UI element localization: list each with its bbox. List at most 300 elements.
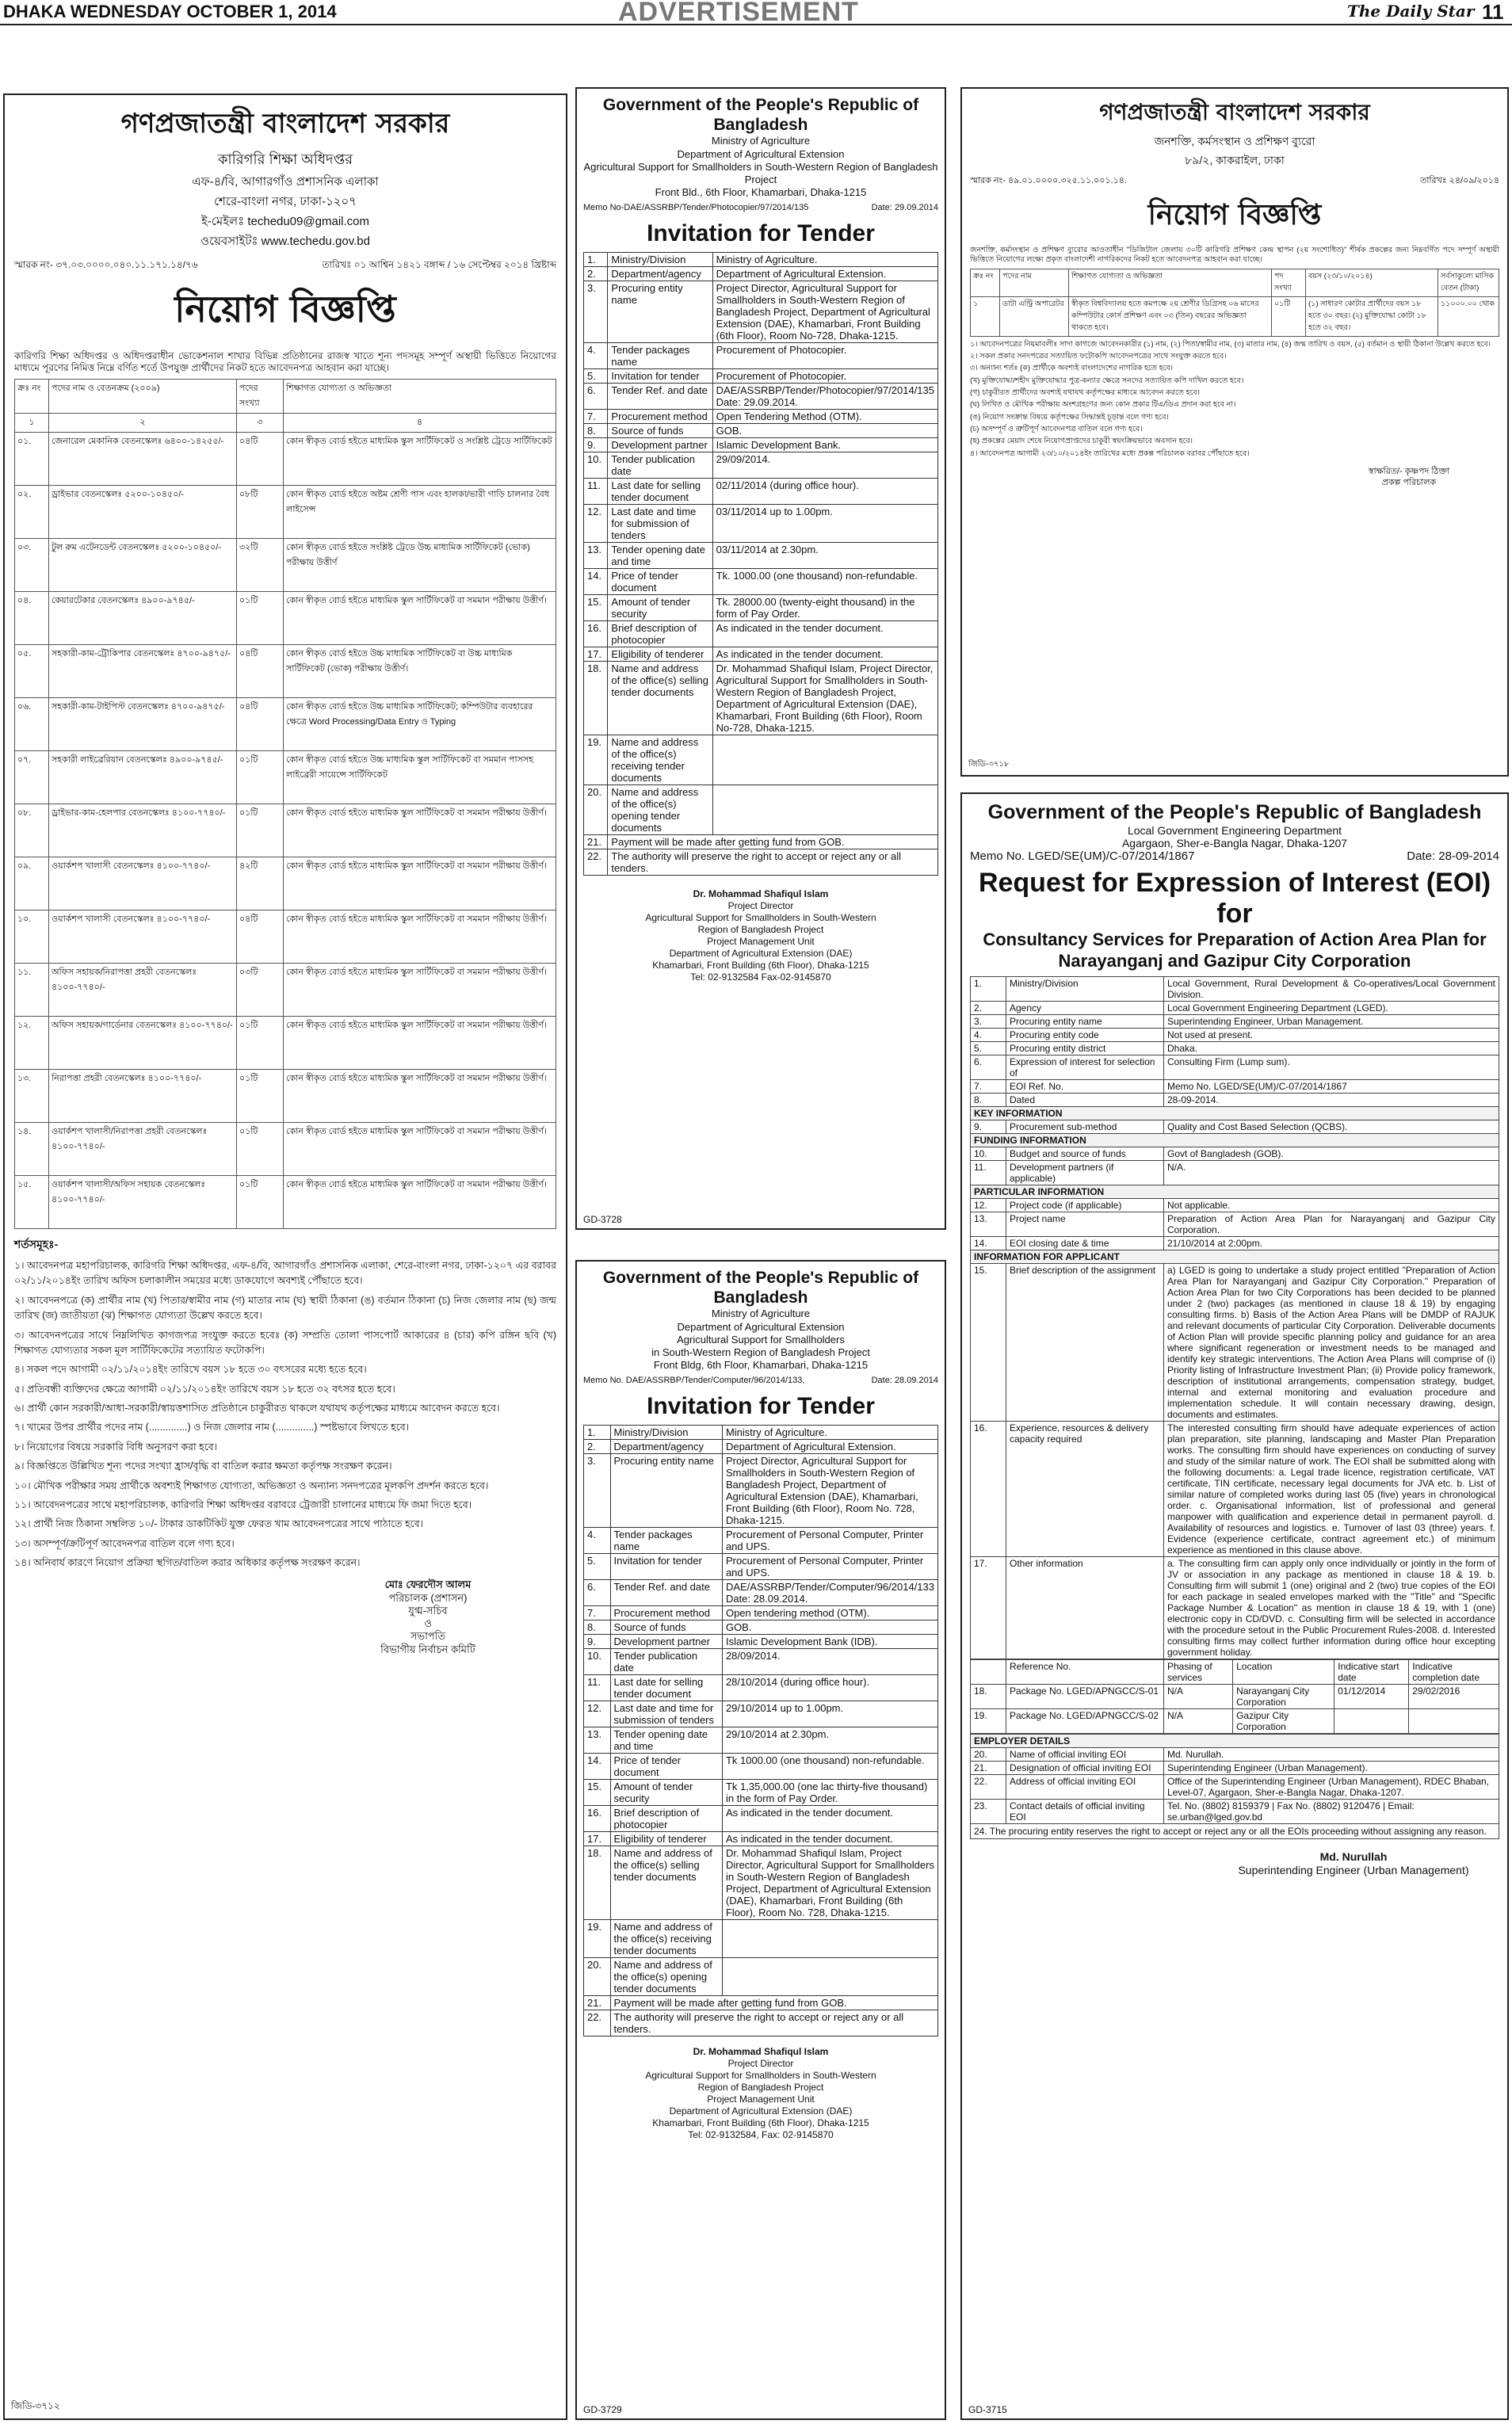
ad1-header bbox=[14, 103, 556, 252]
row-number: 5. bbox=[584, 368, 608, 383]
term-item: ৫। প্রতিবন্ধী ব্যক্তিদের ক্ষেত্রে আগামী ০২/১১/২০১৪ইং তারিখে বয়স ১৮ হতে ৩২ বৎসর হতে হবে। bbox=[14, 1383, 395, 1395]
ad3-sign-line: Project Management Unit bbox=[707, 2093, 815, 2105]
row-value: Dr. Mohammad Shafiqul Islam, Project Director, Agricultural Support for Smallholders in South-Western Region of Bangladesh Project, Department of Agricultural Extension (DAE), Khamarbari, Front Building (6th Floor), Room No. 728, Dhaka-1215. bbox=[722, 1846, 937, 1919]
ad1-sign-line: সভাপতি bbox=[410, 1630, 446, 1643]
row-label: Ministry/Division bbox=[608, 252, 712, 266]
package-cell: 29/02/2016 bbox=[1409, 1684, 1499, 1708]
section-title: FUNDING INFORMATION bbox=[971, 1133, 1499, 1147]
ad-tender-photocopier bbox=[575, 87, 946, 1230]
ad3-sign-line: Tel: 02-9132584, Fax: 02-9145870 bbox=[688, 2128, 834, 2140]
table-cell: কেয়ারটেকার বেতনস্কেলঃ ৪৯০০-৯৭৪৫/- bbox=[49, 592, 237, 645]
row-number: 20. bbox=[971, 1747, 1006, 1761]
row-label: Procuring entity name bbox=[608, 281, 712, 342]
table-cell: ৩২টি bbox=[237, 539, 284, 592]
table-cell: ০১টি bbox=[237, 1123, 284, 1176]
row-number: 23. bbox=[971, 1799, 1006, 1823]
row-number: 18. bbox=[584, 1846, 611, 1919]
row-number: 12. bbox=[584, 504, 608, 542]
table-cell: সহকারী লাইব্রেরিয়ান বেতনস্কেলঃ ৪৯০০-৯৭৪৫/- bbox=[49, 751, 237, 804]
ad3-gov: Government of the People's Republic of Bangladesh bbox=[602, 1269, 919, 1307]
ad2-line: Department of Agricultural Extension bbox=[677, 147, 845, 160]
table-cell: ১১. bbox=[15, 964, 49, 1017]
row-label: Procuring entity name bbox=[610, 1453, 722, 1527]
table-cell: কোন স্বীকৃত বোর্ড হইতে মাধ্যমিক স্কুল সার্টিফিকেট বা সমমান পরীক্ষায় উত্তীর্ণ। bbox=[284, 1176, 556, 1229]
ad3-table bbox=[583, 1425, 938, 2037]
row-label: Name and address of the office(s) opening tender documents bbox=[608, 784, 712, 834]
ad1-sign-line: মোঃ ফেরদৌস আলম bbox=[384, 1578, 472, 1591]
row-label: Source of funds bbox=[608, 423, 712, 437]
row-label: Development partners (if applicable) bbox=[1006, 1160, 1164, 1185]
rule-item: (গ) চাকুরীরত প্রার্থীদের অবশ্যই যথাযথ কর্তৃপক্ষের মাধ্যমে আবেদন করতে হবে। bbox=[970, 388, 1201, 398]
ad4-rules bbox=[970, 340, 1499, 459]
row-number: 3. bbox=[971, 1014, 1006, 1028]
row-label: Expression of interest for selection of bbox=[1006, 1055, 1164, 1079]
ad1-colnum: ৩ bbox=[237, 414, 284, 433]
table-cell: সহকারী-কাম-টাইপিস্ট বেতনস্কেলঃ ৪৭০০-৯৪৭৫/- bbox=[49, 698, 237, 751]
table-row bbox=[584, 1553, 938, 1579]
package-cell bbox=[1409, 1708, 1499, 1733]
table-row bbox=[971, 1055, 1499, 1079]
ad3-date: Date: 28.09.2014 bbox=[871, 1375, 938, 1385]
rule-item: ৩। অন্যান্য শর্তঃ (ক) প্রার্থীকে অবশ্যই বাংলাদেশের নাগরিক হতে হবে। bbox=[970, 364, 1174, 373]
row-note: The authority will preserve the right to accept or reject any or all tenders. bbox=[608, 849, 938, 875]
row-value: As indicated in the tender document. bbox=[712, 620, 937, 647]
table-cell: অফিস সহায়ক/গার্ডেনার বেতনস্কেলঃ ৪১০০-৭৭৪০/- bbox=[49, 1017, 237, 1070]
ad4-code: জিডি-৩৭১৮ bbox=[968, 760, 1010, 769]
ad4-cell: ০১টি bbox=[1272, 296, 1306, 336]
row-number: 5. bbox=[971, 1041, 1006, 1055]
row-number: 12. bbox=[584, 1701, 611, 1727]
table-cell: ০১টি bbox=[237, 592, 284, 645]
ad1-title: নিয়োগ বিজ্ঞপ্তি bbox=[174, 288, 396, 330]
row-number: 6. bbox=[584, 383, 608, 409]
row-label: Name and address of the office(s) selling tender documents bbox=[610, 1846, 722, 1919]
table-row bbox=[15, 910, 556, 964]
row-number: 10. bbox=[971, 1147, 1006, 1160]
ad4-col: সর্বসাকুল্যে মাসিক বেতন (টাকা) bbox=[1438, 269, 1499, 296]
ad2-sign-line: Agricultural Support for Smallholders in South-Western bbox=[645, 911, 876, 923]
table-row bbox=[971, 1028, 1499, 1041]
row-label: Last date and time for submission of tenders bbox=[610, 1701, 722, 1727]
table-row bbox=[584, 735, 938, 784]
row-value: DAE/ASSRBP/Tender/Photocopier/97/2014/135 Date: 29.09.2014. bbox=[712, 383, 937, 409]
ad-recruitment-tech-edu bbox=[3, 94, 567, 2420]
ad1-col: শিক্ষাগত যোগ্যতা ও অভিজ্ঞতা bbox=[284, 380, 556, 414]
row-label: Department/agency bbox=[610, 1439, 722, 1453]
table-row bbox=[584, 1674, 938, 1701]
package-cell: Package No. LGED/APNGCC/S-01 bbox=[1006, 1684, 1164, 1708]
ad1-colnum: ১ bbox=[15, 414, 49, 433]
row-value: Superintending Engineer, Urban Management. bbox=[1164, 1014, 1499, 1028]
ad5-employer-table bbox=[970, 1734, 1499, 1824]
row-value: Dhaka. bbox=[1164, 1041, 1499, 1055]
row-value: Department of Agricultural Extension. bbox=[712, 266, 937, 281]
ad2-title: Invitation for Tender bbox=[647, 219, 875, 246]
row-value: GOB. bbox=[712, 423, 937, 437]
row-number: 22. bbox=[584, 2010, 611, 2036]
row-value: Islamic Development Bank. bbox=[712, 437, 937, 452]
ad5-table bbox=[970, 976, 1499, 1659]
term-item: ৪। সকল পদে আগামী ০২/১১/২০১৪ইং তারিখে বয়স ১৮ হতে ৩০ বৎসরের মধ্যে হতে হবে। bbox=[14, 1364, 367, 1376]
term-item: ১৪। অনিবার্য কারণে নিয়োগ প্রক্রিয়া স্থগিত/বাতিল করার অধিকার কর্তৃপক্ষ সংরক্ষণ করেন। bbox=[14, 1557, 361, 1568]
table-cell: ড্রাইভার-কাম-হেলপার বেতনস্কেলঃ ৪১০০-৭৭৪০/- bbox=[49, 804, 237, 857]
row-label: Last date for selling tender document bbox=[610, 1674, 722, 1701]
row-value: Open Tendering Method (OTM). bbox=[712, 409, 937, 423]
row-value: As indicated in the tender document. bbox=[712, 647, 937, 661]
ad2-sign-line: Tel: 02-9132584 Fax-02-9145870 bbox=[690, 971, 831, 983]
ad3-line: Agricultural Support for Smallholders bbox=[677, 1333, 845, 1346]
row-value: Procurement of Personal Computer, Printer and UPS. bbox=[722, 1527, 937, 1553]
table-row bbox=[15, 433, 556, 486]
table-row bbox=[584, 1995, 938, 2010]
row-label: Name and address of the office(s) receiving tender documents bbox=[610, 1919, 722, 1957]
row-label: Tender publication date bbox=[608, 452, 712, 478]
row-number: 11. bbox=[971, 1160, 1006, 1185]
section-row bbox=[971, 1133, 1499, 1147]
ad2-sign-line: Project Director bbox=[727, 899, 794, 911]
ad1-colnum: ২ bbox=[49, 414, 237, 433]
ad4-dept: জনশক্তি, কর্মসংস্থান ও প্রশিক্ষণ ব্যুরো bbox=[1154, 135, 1315, 147]
rule-item: ১। আবেদনপত্রের নিয়মাবলীঃ সাদা কাগজে আবেদনকারীর (১) নাম, (২) পিতা/স্বামীর নাম, (৩) মাতার নাম, (৪) জন্ম তারিখ ও বয়স, (৫) বর্তমান ও স্থায়ী ঠিকানা উল্লেখ করতে হবে। bbox=[970, 339, 1491, 349]
page-number: 11 bbox=[1482, 0, 1504, 24]
table-row bbox=[584, 1919, 938, 1957]
table-row bbox=[584, 478, 938, 504]
row-value: Open tendering method (OTM). bbox=[722, 1605, 937, 1620]
term-item: ৯। বিজ্ঞপ্তিতে উল্লিখিত শূন্য পদের সংখ্যা হ্রাস/বৃদ্ধি বা বাতিল করার ক্ষমতা কর্তৃপক্ষ সংরক্ষণ করেন। bbox=[14, 1460, 392, 1472]
row-note: Payment will be made after getting fund from GOB. bbox=[610, 1995, 937, 2010]
rule-item: ২। সকল প্রকার সনদপত্রের সত্যায়িত ফটোকপি আবেদনপত্রের সাথে সংযুক্ত করতে হবে। bbox=[970, 352, 1227, 361]
row-value: Procurement of Photocopier. bbox=[712, 368, 937, 383]
table-cell: ০৫. bbox=[15, 645, 49, 698]
table-row bbox=[971, 1014, 1499, 1028]
section-title: KEY INFORMATION bbox=[971, 1106, 1499, 1120]
package-cell: Gazipur City Corporation bbox=[1233, 1708, 1334, 1733]
ad4-gov: গণপ্রজাতন্ত্রী বাংলাদেশ সরকার bbox=[1099, 99, 1370, 125]
section-title: INFORMATION FOR APPLICANT bbox=[971, 1250, 1499, 1263]
table-cell: সহকারী-কাম-ট্রৌকিপার বেতনস্কেলঃ ৪৭০০-৯৪৭৫/- bbox=[49, 645, 237, 698]
row-number: 21. bbox=[584, 834, 608, 849]
table-row bbox=[584, 1727, 938, 1753]
ad3-code: GD-3729 bbox=[583, 2404, 622, 2415]
ad1-date: তারিখঃ ০১ আশ্বিন ১৪২১ বঙ্গাব্দ / ১৬ সেপ্টেম্বর ২০১৪ খ্রিষ্টাব্দ bbox=[322, 259, 556, 270]
table-cell: ০১টি bbox=[237, 1017, 284, 1070]
ad4-col: শিক্ষাগত যোগ্যতা ও অভিজ্ঞতা bbox=[1069, 269, 1272, 296]
ad4-header bbox=[970, 95, 1499, 170]
row-number: 1. bbox=[584, 1425, 611, 1439]
row-number: 8. bbox=[971, 1093, 1006, 1106]
ad5-sign-line: Md. Nurullah bbox=[1319, 1849, 1388, 1863]
table-row bbox=[971, 1147, 1499, 1160]
row-number: 13. bbox=[584, 1727, 611, 1753]
term-item: ১০। মৌখিক পরীক্ষার সময় প্রার্থীকে অবশ্যই শিক্ষাগত যোগ্যতা, অভিজ্ঞতা ও অন্যান্য সনদপত্রের মূলকপি প্রদর্শন করতে হবে। bbox=[14, 1479, 489, 1491]
table-cell: ০৩টি bbox=[237, 964, 284, 1017]
row-value: 29/09/2014. bbox=[712, 452, 937, 478]
row-number: 1. bbox=[971, 976, 1006, 1001]
table-cell: ১৫. bbox=[15, 1176, 49, 1229]
table-cell: কোন স্বীকৃত বোর্ড হইতে অষ্টম শ্রেণী পাস এবং হালকা/ভারী গাড়ি চালনার বৈধ লাইসেন্স bbox=[284, 486, 556, 539]
row-number: 9. bbox=[584, 437, 608, 452]
ad3-sign-line: Region of Bangladesh Project bbox=[697, 2081, 824, 2093]
table-row bbox=[971, 1001, 1499, 1014]
table-row bbox=[584, 1779, 938, 1805]
ad3-org bbox=[583, 1307, 938, 1372]
ad4-sign-line: স্বাক্ষরিত/- কৃষ্ণপদ ঠিক্তা bbox=[1368, 467, 1450, 477]
ad1-sign-line: বিভাগীয় নির্বাচন কমিটি bbox=[380, 1643, 475, 1655]
table-row bbox=[584, 1605, 938, 1620]
ad5-pkg-col: Indicative completion date bbox=[1409, 1659, 1499, 1684]
table-row bbox=[15, 1176, 556, 1229]
ad4-col: বয়স (২৩/১০/২০১৪) bbox=[1306, 269, 1438, 296]
row-value: Tk. 1000.00 (one thousand) non-refundable. bbox=[712, 568, 937, 594]
term-item: ২। আবেদনপত্রে (ক) প্রার্থীর নাম (খ) পিতার/স্বামীর নাম (গ) মাতার নাম (ঘ) স্থায়ী ঠিকানা (ঙ) বর্তমান ঠিকানা (চ) নিজ জেলার নাম (ছ) জন্ম তারিখ (জ) জাতীয়তা (ঝ) শিক্ষাগত যোগ্যতা উল্লেখ করতে হবে। bbox=[14, 1294, 556, 1322]
row-number: 14. bbox=[971, 1236, 1006, 1250]
ad5-title3: Consultancy Services for Preparation of Action Area Plan for Narayanganj and Gazipur City Corporation bbox=[983, 930, 1487, 971]
row-value: Office of the Superintending Engineer (Urban Management), RDEC Bhaban, Level-07, Agargaon, Sher-e-Bangla Nagar, Dhaka-1207. bbox=[1164, 1774, 1499, 1799]
term-item: ৭। খামের উপর প্রার্থীর পদের নাম (..............) ও নিজ জেলার নাম (..............) স্পষ্টভাবে লিখতে হবে। bbox=[14, 1422, 410, 1433]
table-cell: ওয়ার্কশপ খালাসী বেতনস্কেলঃ ৪১০০-৭৭৪০/- bbox=[49, 857, 237, 910]
row-value: a) LGED is going to undertake a study project entitled "Preparation of Action Area Plan for Narayanganj and Gazipur City Corporation." Preparation of Action Area Plan for two City Corporations has been decided to be planned under 2 (two) packages (as mentioned in clause 18 & 19) by engaging consulting firms. b) Basis of the Action Area Plans will be DMDP of RAJUK and relevant documents of particular City Corporation. Deliverable documents of Action Plan will provide specific planning policy and guidance for an area where significant regeneration or investment needs to be managed and identify key strategic interventions. The Action Area Plans will comprise of (i) Priority listing of Infrastructure Investment Plan; (ii) Provide policy framework, description of institutional arrangements, compensation strategy, budget, internal and external monitoring and evaluation procedure and implementation schedule. It will contain necessary drawing, design, documents and estimates. bbox=[1164, 1263, 1499, 1421]
row-label: Name of official inviting EOI bbox=[1006, 1747, 1164, 1761]
ad1-dept: কারিগরি শিক্ষা অধিদপ্তর bbox=[217, 151, 353, 167]
row-label: Project code (if applicable) bbox=[1006, 1198, 1164, 1212]
row-label: Last date and time for submission of tenders bbox=[608, 504, 712, 542]
package-cell: 01/12/2014 bbox=[1334, 1684, 1409, 1708]
table-row bbox=[15, 486, 556, 539]
row-value: Not applicable. bbox=[1164, 1198, 1499, 1212]
table-row bbox=[584, 2010, 938, 2036]
section-title: PARTICULAR INFORMATION bbox=[971, 1185, 1499, 1198]
row-label: Tender packages name bbox=[610, 1527, 722, 1553]
table-row bbox=[971, 1421, 1499, 1556]
row-label: Name and address of the office(s) selling tender documents bbox=[608, 661, 712, 735]
row-number: 13. bbox=[971, 1212, 1006, 1236]
ad4-memo: স্মারক নং- ৪৯.০১.০০০০.৩২৫.১১.০০১.১৪. bbox=[970, 176, 1127, 185]
row-label: EOI closing date & time bbox=[1006, 1236, 1164, 1250]
table-cell: কোন স্বীকৃত বোর্ড হইতে মাধ্যমিক স্কুল সার্টিফিকেট বা সমমান পরীক্ষায় উত্তীর্ণ। bbox=[284, 857, 556, 910]
ad2-line: Ministry of Agriculture bbox=[711, 135, 811, 147]
table-row bbox=[584, 1957, 938, 1995]
ad4-cell: ডাটা এন্ট্রি অপারেটর bbox=[1000, 296, 1069, 336]
row-number: 21. bbox=[584, 1995, 611, 2010]
ad2-table bbox=[583, 252, 938, 876]
rule-item: ৪। আবেদনপত্র আগামী ২৩/১০/২০১৪ইং তারিখের মধ্যে প্রকল্প পরিচালক বরাবর পৌঁছাতে হবে। bbox=[970, 449, 1250, 458]
ad3-title: Invitation for Tender bbox=[647, 1392, 875, 1419]
table-cell: ০৮. bbox=[15, 804, 49, 857]
table-cell: ১২. bbox=[15, 1017, 49, 1070]
ad5-pkg-col: Reference No. bbox=[1006, 1659, 1164, 1684]
row-label: Procurement method bbox=[610, 1605, 722, 1620]
row-value: Islamic Development Bank (IDB). bbox=[722, 1634, 937, 1648]
table-row bbox=[584, 1453, 938, 1527]
ad5-pkg-col: Phasing of services bbox=[1164, 1659, 1233, 1684]
table-row bbox=[584, 409, 938, 423]
ad3-sign-line: Department of Agricultural Extension (DAE) bbox=[669, 2105, 853, 2117]
row-number: 14. bbox=[584, 1753, 611, 1779]
ad1-addr2: শেরে-বাংলা নগর, ঢাকা-১২০৭ bbox=[213, 195, 357, 208]
table-cell: ০৭. bbox=[15, 751, 49, 804]
row-number: 6. bbox=[971, 1055, 1006, 1079]
row-value: GOB. bbox=[722, 1620, 937, 1634]
table-row bbox=[584, 1846, 938, 1919]
table-row bbox=[15, 645, 556, 698]
table-row bbox=[971, 1556, 1499, 1659]
table-cell: ওয়ার্কশপ খালাসী/নিরাপত্তা প্রহরী বেতনস্কেলঃ ৪১০০-৭৭৪০/- bbox=[49, 1123, 237, 1176]
ad1-code: জিডি-৩৭১২ bbox=[11, 2400, 60, 2411]
ad3-memo-row bbox=[583, 1376, 938, 1385]
row-label: Procuring entity district bbox=[1006, 1041, 1164, 1055]
term-item: ৬। প্রার্থী কোন সরকারী/আধা-সরকারী/স্বায়ত্তশাসিত প্রতিষ্ঠানে চাকুরীরত থাকলে যথাযথ কর্তৃপক্ষের মাধ্যমে আবেদন করতে হবে। bbox=[14, 1403, 500, 1414]
table-row bbox=[584, 834, 938, 849]
row-value: Tel. No. (8802) 8159379 | Fax No. (8802) 9120476 | Email: se.urban@lged.gov.bd bbox=[1164, 1799, 1499, 1823]
row-number: 20. bbox=[584, 1957, 611, 1995]
ad3-line: Department of Agricultural Extension bbox=[677, 1320, 845, 1333]
table-cell: ০৮টি bbox=[237, 486, 284, 539]
row-label: Name and address of the office(s) opening tender documents bbox=[610, 1957, 722, 1995]
row-label: Price of tender document bbox=[608, 568, 712, 594]
row-value: 03/11/2014 up to 1.00pm. bbox=[712, 504, 937, 542]
row-value: Superintending Engineer (Urban Management). bbox=[1164, 1761, 1499, 1774]
ad5-pkg-col: Indicative start date bbox=[1334, 1659, 1409, 1684]
row-number: 16. bbox=[971, 1421, 1006, 1556]
ad3-sign-line: Agricultural Support for Smallholders in South-Western bbox=[645, 2069, 876, 2081]
row-value: Project Director, Agricultural Support for Smallholders in South-Western Region of Bangladesh Project, Department of Agricultural Extension (DAE), Khamarbari, Front Building (6th Floor), Room No-728, Dhaka-1215. bbox=[712, 281, 937, 342]
row-number: 2. bbox=[584, 1439, 611, 1453]
row-number: 19. bbox=[584, 735, 608, 784]
row-number: 4. bbox=[584, 1527, 611, 1553]
ad2-line: Front Bld., 6th Floor, Khamarbari, Dhaka-1215 bbox=[655, 186, 867, 199]
ad4-cell: স্বীকৃত বিশ্ববিদ্যালয় হতে কমপক্ষে ২য় শ্রেণীর ডিগ্রিসহ ০৬ মাসের কম্পিউটার কোর্স প্রশিক্ষণ এবং ০৩ (তিন) বছরের অভিজ্ঞতা থাকতে হবে। bbox=[1069, 296, 1272, 336]
row-value: Not used at present. bbox=[1164, 1028, 1499, 1041]
ad5-sign-line: Superintending Engineer (Urban Management) bbox=[1238, 1864, 1469, 1877]
row-number: 20. bbox=[584, 784, 608, 834]
table-cell: কোন স্বীকৃত বোর্ড হইতে উচ্চ মাধ্যমিক স্কুল সার্টিফিকেট বা সমমান পাসসহ লাইব্রেরী সায়েন্সে সার্টিফিকেট bbox=[284, 751, 556, 804]
row-label: Tender packages name bbox=[608, 342, 712, 368]
ad3-line: Ministry of Agriculture bbox=[711, 1307, 811, 1320]
ad1-sign-line: পরিচালক (প্রশাসন) bbox=[388, 1591, 468, 1604]
row-label: Invitation for tender bbox=[608, 368, 712, 383]
table-row bbox=[584, 1648, 938, 1674]
row-value: 29/10/2014 up to 1.00pm. bbox=[722, 1701, 937, 1727]
row-value: N/A. bbox=[1164, 1160, 1499, 1185]
ad1-terms bbox=[14, 1258, 556, 1571]
ad1-website[interactable]: ওয়েবসাইটঃ www.techedu.gov.bd bbox=[200, 235, 370, 248]
table-cell: কোন স্বীকৃত বোর্ড হইতে মাধ্যমিক স্কুল সার্টিফিকেট বা সমমান পরীক্ষায় উত্তীর্ণ। bbox=[284, 1070, 556, 1123]
table-cell: কোন স্বীকৃত বোর্ড হইতে মাধ্যমিক স্কুল সার্টিফিকেট ও সংশ্লিষ্ট ট্রেডে সার্টিফিকেট bbox=[284, 433, 556, 486]
table-row bbox=[584, 1831, 938, 1846]
row-label: EOI Ref. No. bbox=[1006, 1079, 1164, 1093]
table-cell: ১৩. bbox=[15, 1070, 49, 1123]
package-cell: N/A bbox=[1164, 1684, 1233, 1708]
row-value: Local Government, Rural Development & Co-operatives/Local Government Division. bbox=[1164, 976, 1499, 1001]
row-label: Name and address of the office(s) receiving tender documents bbox=[608, 735, 712, 784]
table-cell: কোন স্বীকৃত বোর্ড হইতে মাধ্যমিক স্কুল সার্টিফিকেট বা সমমান পরীক্ষায় উত্তীর্ণ। bbox=[284, 804, 556, 857]
ad3-memo: Memo No. DAE/ASSRBP/Tender/Computer/96/2014/133, bbox=[583, 1375, 805, 1385]
ad5-gov: Government of the People's Republic of Bangladesh bbox=[987, 801, 1482, 823]
row-number: 11. bbox=[584, 1674, 611, 1701]
row-label: Ministry/Division bbox=[610, 1425, 722, 1439]
row-value: Consulting Firm (Lump sum). bbox=[1164, 1055, 1499, 1079]
ad2-signature bbox=[583, 888, 938, 983]
row-label: Experience, resources & delivery capacity required bbox=[1006, 1421, 1164, 1556]
row-number: 9. bbox=[971, 1120, 1006, 1133]
row-number: 4. bbox=[584, 342, 608, 368]
ad5-dept: Local Government Engineering Department bbox=[1127, 824, 1342, 837]
table-row bbox=[15, 1070, 556, 1123]
term-item: ৩। আবেদনপত্রের সাথে নিম্নলিখিত কাগজপত্র সংযুক্ত করতে হবেঃ (ক) সম্প্রতি তোলা পাসপোর্ট আকারের ৪ (চার) কপি রঙ্গিন ছবি (খ) শিক্ষাগত যোগ্যতার সকল মূল সার্টিফিকেটের সত্যায়িত ফটোকপি। bbox=[14, 1329, 556, 1356]
row-label: Brief description of photocopier bbox=[608, 620, 712, 647]
ad1-email[interactable]: ই-মেইলঃ techedu09@gmail.com bbox=[201, 215, 369, 228]
table-row bbox=[584, 1579, 938, 1605]
row-number: 2. bbox=[971, 1001, 1006, 1014]
row-label: Amount of tender security bbox=[608, 594, 712, 620]
ad1-posts-table bbox=[14, 379, 556, 1229]
ad2-sign-line: Dr. Mohammad Shafiqul Islam bbox=[693, 888, 829, 899]
row-value: DAE/ASSRBP/Tender/Computer/96/2014/133 Date: 28.09.2014. bbox=[722, 1579, 937, 1605]
ad5-pkg-col bbox=[971, 1659, 1006, 1684]
table-cell: জেনারেল মেকানিক বেতনস্কেলঃ ৬৪০০-১৪২৫৫/- bbox=[49, 433, 237, 486]
table-row bbox=[584, 437, 938, 452]
row-number: 9. bbox=[584, 1634, 611, 1648]
row-number: 10. bbox=[584, 452, 608, 478]
table-cell: টুল রুম এটেনডেন্ট বেতনস্কেলঃ ৫২০০-১০৪৫০/- bbox=[49, 539, 237, 592]
employer-row bbox=[971, 1747, 1499, 1761]
employer-row bbox=[971, 1799, 1499, 1823]
table-row bbox=[15, 751, 556, 804]
table-row bbox=[584, 368, 938, 383]
table-cell: কোন স্বীকৃত বোর্ড হইতে মাধ্যমিক স্কুল সার্টিফিকেট বা সমমান পরীক্ষায় উত্তীর্ণ। bbox=[284, 964, 556, 1017]
package-cell: 18. bbox=[971, 1684, 1006, 1708]
table-row bbox=[15, 857, 556, 910]
row-value: 28/09/2014. bbox=[722, 1648, 937, 1674]
table-row bbox=[584, 383, 938, 409]
row-number: 16. bbox=[584, 620, 608, 647]
table-row bbox=[971, 1041, 1499, 1055]
ad2-sign-line: Project Management Unit bbox=[707, 935, 815, 947]
rule-item: (খ) মুক্তিযোদ্ধা/শহীদ মুক্তিযোদ্ধার পুত্র-কন্যার ক্ষেত্রে সনদের সত্যায়িত কপি দাখিল করতে হবে। bbox=[970, 376, 1244, 385]
table-cell: কোন স্বীকৃত বোর্ড হইতে মাধ্যমিক স্কুল সার্টিফিকেট বা সমমান পরীক্ষায় উত্তীর্ণ। bbox=[284, 592, 556, 645]
row-label: Brief description of the assignment bbox=[1006, 1263, 1164, 1421]
table-row bbox=[971, 1212, 1499, 1236]
row-value: Memo No. LGED/SE(UM)/C-07/2014/1867 bbox=[1164, 1079, 1499, 1093]
row-number: 7. bbox=[584, 409, 608, 423]
package-row bbox=[971, 1684, 1499, 1708]
table-row bbox=[15, 804, 556, 857]
employer-row bbox=[971, 1761, 1499, 1774]
table-row bbox=[584, 1634, 938, 1648]
row-value: Project Director, Agricultural Support for Smallholders in South-Western Region of Bangladesh Project, Department of Agricultural Extension (DAE), Khamarbari, Front Building (6th Floor), Room No. 728, Dhaka-1215. bbox=[722, 1453, 937, 1527]
ad1-colnum: ৪ bbox=[284, 414, 556, 433]
ad3-line: Front Bldg, 6th Floor, Khamarbari, Dhaka-1215 bbox=[653, 1359, 869, 1372]
table-row bbox=[584, 266, 938, 281]
row-label: Ministry/Division bbox=[1006, 976, 1164, 1001]
table-row bbox=[971, 1198, 1499, 1212]
row-label: Procurement sub-method bbox=[1006, 1120, 1164, 1133]
table-row bbox=[584, 1701, 938, 1727]
rule-item: (চ) অসম্পূর্ণ ও ত্রুটিপূর্ণ আবেদনপত্র বাতিল বলে গণ্য হবে। bbox=[970, 425, 1143, 434]
table-row bbox=[971, 1236, 1499, 1250]
ad5-memo: Memo No. LGED/SE(UM)/C-07/2014/1867 bbox=[970, 849, 1195, 863]
table-row bbox=[15, 964, 556, 1017]
row-label: Tender Ref. and date bbox=[608, 383, 712, 409]
ad2-line: Agricultural Support for Smallholders in South-Western Region of Bangladesh Project bbox=[583, 160, 938, 186]
row-label: Tender opening date and time bbox=[608, 542, 712, 568]
row-number: 10. bbox=[584, 1648, 611, 1674]
table-cell: ০১টি bbox=[237, 1176, 284, 1229]
table-cell: ড্রাইভার বেতনস্কেলঃ ৫২০০-১০৪৫০/- bbox=[49, 486, 237, 539]
row-label: Tender publication date bbox=[610, 1648, 722, 1674]
row-value bbox=[712, 735, 937, 784]
row-number: 3. bbox=[584, 1453, 611, 1527]
